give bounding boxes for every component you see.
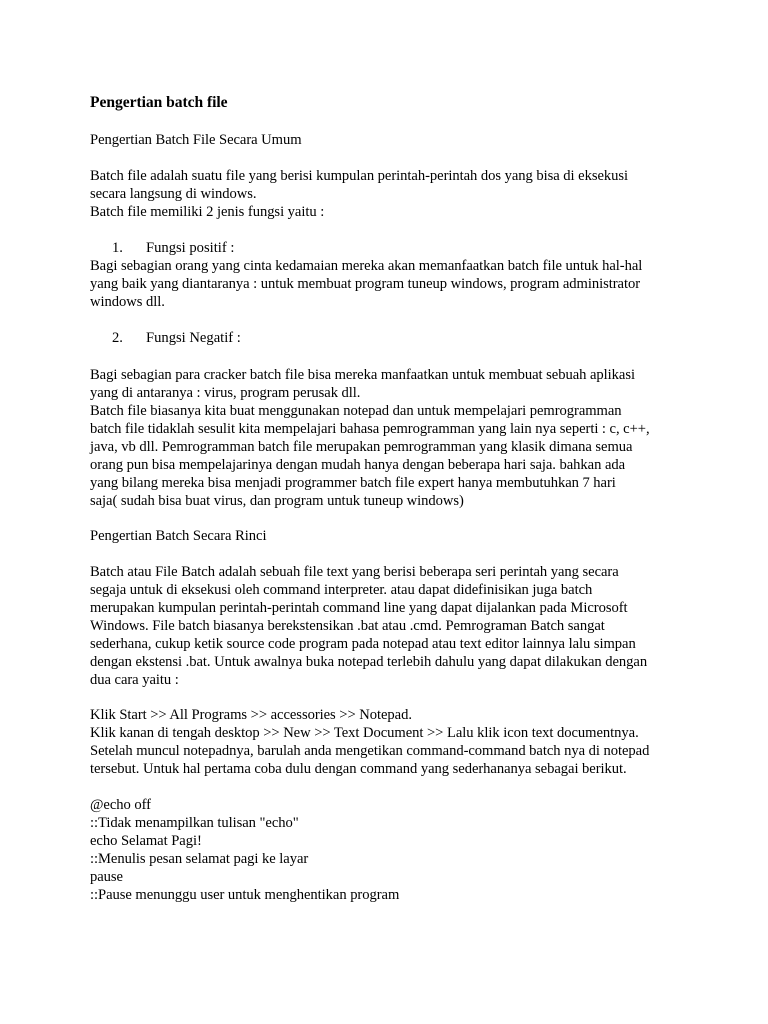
paragraph-line: Windows. File batch biasanya berekstensikan .bat atau .cmd. Pemrograman Batch sangat [90,618,605,634]
paragraph-line: dengan ekstensi .bat. Untuk awalnya buka notepad terlebih dahulu yang dapat dilakukan dengan [90,654,648,670]
code-line: ::Menulis pesan selamat pagi ke layar [90,851,309,867]
paragraph-line: java, vb dll. Pemrogramman batch file merupakan pemrogramman yang klasik dimana semua [90,439,633,455]
paragraph-line: batch file tidaklah sesulit kita mempelajari bahasa pemrogramman yang lain nya seperti : c, c++, [90,421,650,437]
subheading-umum: Pengertian Batch File Secara Umum [90,132,302,148]
subheading-rinci: Pengertian Batch Secara Rinci [90,528,267,544]
paragraph-line: Batch file memiliki 2 jenis fungsi yaitu : [90,204,325,220]
paragraph-line: Klik Start >> All Programs >> accessories >> Notepad. [90,707,412,723]
paragraph-line: Batch file biasanya kita buat menggunakan notepad dan untuk mempelajari pemrogramman [90,403,622,419]
paragraph-line: merupakan kumpulan perintah-perintah command line yang dapat dijalankan pada Microsoft [90,600,628,616]
paragraph-line: Klik kanan di tengah desktop >> New >> Text Document >> Lalu klik icon text documentnya. [90,725,639,741]
code-line: @echo off [90,797,151,813]
list-item-fungsi-negatif: Fungsi Negatif : [146,330,241,346]
paragraph-line: Bagi sebagian orang yang cinta kedamaian mereka akan memanfaatkan batch file untuk hal-hal [90,258,643,274]
paragraph-line: segaja untuk di eksekusi oleh command interpreter. atau dapat didefinisikan juga batch [90,582,593,598]
paragraph-line: yang bilang mereka bisa menjadi programmer batch file expert hanya membutuhkan 7 hari [90,475,616,491]
list-item-fungsi-positif: Fungsi positif : [146,240,235,256]
paragraph-line: Batch file adalah suatu file yang berisi kumpulan perintah-perintah dos yang bisa di eksekusi [90,168,629,184]
paragraph-line: windows dll. [90,294,165,310]
list-number-2: 2. [112,330,123,346]
paragraph-line: orang pun bisa mempelajarinya dengan mudah hanya dengan beberapa hari saja. bahkan ada [90,457,626,473]
code-line: pause [90,869,123,885]
paragraph-line: tersebut. Untuk hal pertama coba dulu dengan command yang sederhananya sebagai berikut. [90,761,627,777]
document-title: Pengertian batch file [90,94,228,111]
list-number-1: 1. [112,240,123,256]
paragraph-line: secara langsung di windows. [90,186,257,202]
paragraph-line: sederhana, cukup ketik source code program pada notepad atau text editor lainnya lalu simpan [90,636,636,652]
code-line: ::Tidak menampilkan tulisan "echo" [90,815,299,831]
paragraph-line: dua cara yaitu : [90,672,179,688]
paragraph-line: saja( sudah bisa buat virus, dan program untuk tuneup windows) [90,493,464,509]
paragraph-line: Setelah muncul notepadnya, barulah anda mengetikan command-command batch nya di notepad [90,743,650,759]
code-line: ::Pause menunggu user untuk menghentikan program [90,887,400,903]
paragraph-line: yang di antaranya : virus, program perusak dll. [90,385,361,401]
paragraph-line: Batch atau File Batch adalah sebuah file text yang berisi beberapa seri perintah yang secara [90,564,619,580]
paragraph-line: yang baik yang diantaranya : untuk membuat program tuneup windows, program administrator [90,276,641,292]
paragraph-line: Bagi sebagian para cracker batch file bisa mereka manfaatkan untuk membuat sebuah aplikasi [90,367,635,383]
code-line: echo Selamat Pagi! [90,833,202,849]
